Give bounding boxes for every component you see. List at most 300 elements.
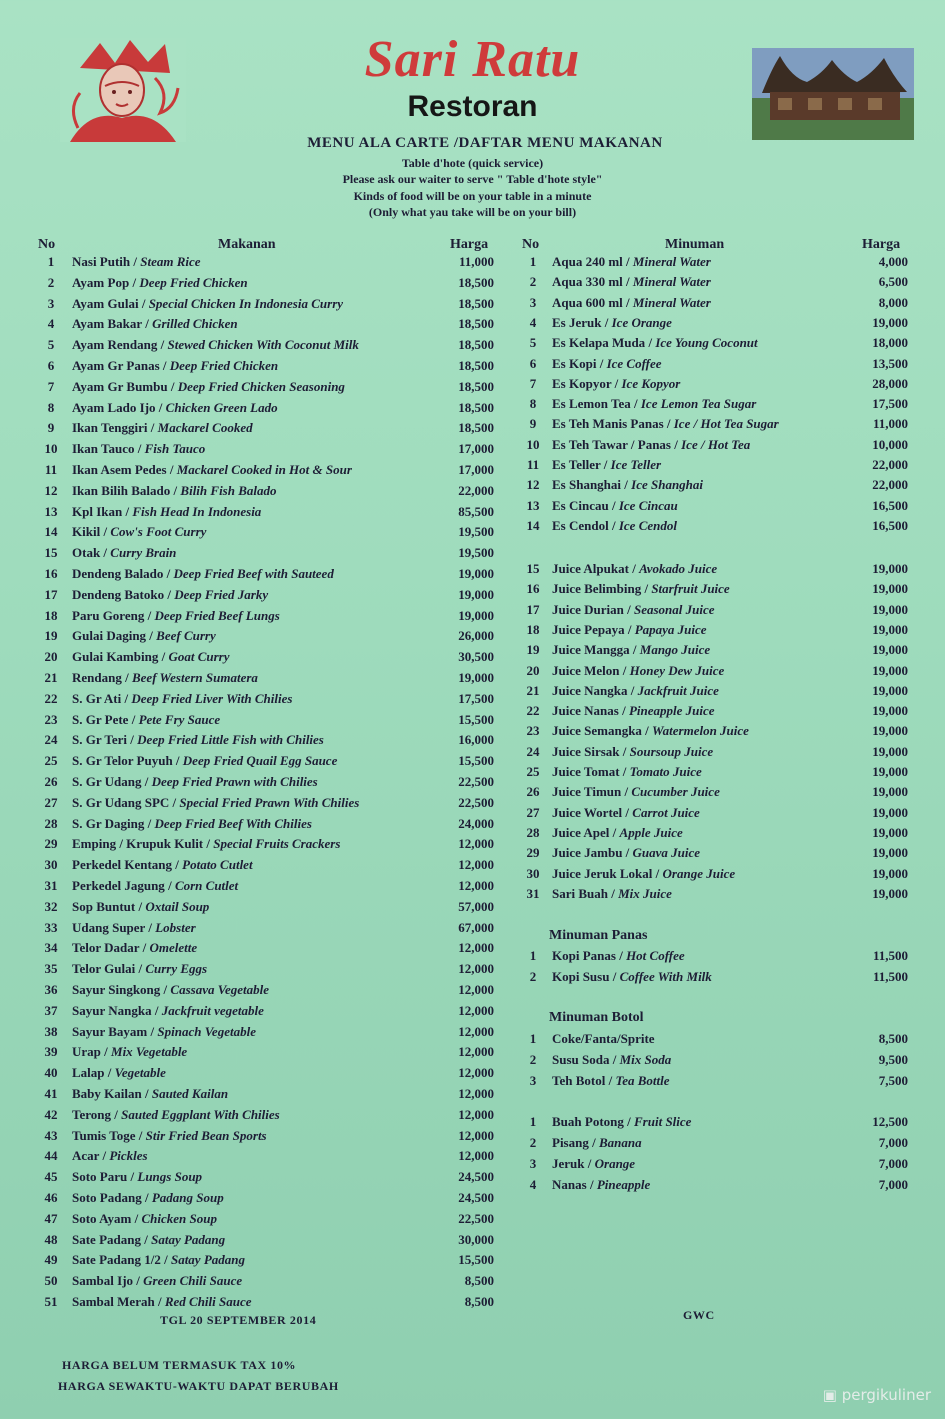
item-price: 19,000 [872, 314, 908, 330]
item-english-name: Goat Curry [168, 649, 230, 665]
item-local-name: Ayam Rendang [72, 337, 158, 353]
item-local-name: Ayam Pop [72, 274, 130, 290]
item-english-name: Fruit Slice [634, 1114, 692, 1129]
item-english-name: Honey Dew Juice [629, 662, 725, 678]
item-english-name: Pete Fry Sauce [138, 711, 221, 727]
item-local-name: Juice Semangka [552, 723, 642, 739]
item-price: 13,500 [872, 355, 908, 371]
item-local-name: Perkedel Kentang [72, 857, 173, 873]
drink-row [522, 396, 914, 416]
item-local-name: Es Kelapa Muda [552, 335, 646, 351]
item-number: 27 [44, 794, 58, 810]
item-price: 85,500 [458, 503, 494, 519]
item-local-name: Juice Nangka [552, 682, 628, 698]
item-number: 36 [44, 982, 58, 997]
item-price: 17,000 [458, 462, 494, 477]
item-number: 9 [47, 420, 55, 436]
item-local-name: Es Kopi [552, 355, 597, 371]
item-name: Es Shanghai / Ice Shanghai [552, 477, 704, 493]
item-english-name: Sauted Kailan [151, 1086, 229, 1101]
drink-row [522, 356, 914, 376]
item-number: 25 [44, 753, 58, 769]
intro-line-4: (Only what yau take will be on your bill) [368, 205, 577, 219]
item-english-name: Mineral Water [632, 274, 711, 290]
item-number: 8 [47, 399, 55, 415]
drink-row [522, 498, 914, 518]
item-english-name: Ice Cincau [618, 497, 678, 513]
item-number: 5 [529, 335, 537, 351]
item-price: 15,500 [458, 1252, 494, 1268]
item-price: 15,500 [458, 711, 494, 727]
drink-row [522, 886, 914, 906]
item-price: 19,000 [872, 723, 908, 739]
food-row [38, 878, 498, 898]
item-name: Tumis Toge / Stir Fried Bean Sports [72, 1127, 267, 1143]
item-number: 26 [44, 774, 58, 789]
item-price: 18,500 [458, 295, 494, 311]
item-local-name: Sambal Merah [72, 1294, 155, 1309]
item-local-name: Juice Melon [552, 662, 620, 678]
item-local-name: Es Shanghai [552, 477, 622, 493]
item-english-name: Padang Soup [151, 1190, 224, 1205]
item-name: Ayam Pop / Deep Fried Chicken [72, 274, 248, 290]
item-number: 2 [529, 1135, 537, 1150]
item-name: Sate Padang / Satay Padang [72, 1231, 226, 1247]
item-price: 22,000 [872, 477, 908, 493]
item-local-name: Juice Pepaya [552, 621, 625, 637]
item-number: 22 [44, 690, 58, 706]
item-number: 1 [529, 948, 537, 963]
item-local-name: S. Gr Udang [72, 774, 142, 789]
item-english-name: Deep Fried Jarky [174, 586, 269, 602]
item-number: 42 [44, 1106, 58, 1122]
item-price: 8,500 [878, 1031, 908, 1046]
item-english-name: Cucumber Juice [631, 784, 720, 800]
item-english-name: Cow's Foot Curry [110, 524, 207, 540]
item-price: 18,500 [458, 420, 494, 436]
item-local-name: Es Jeruk [552, 314, 602, 330]
tax-note: HARGA BELUM TERMASUK TAX 10% [62, 1358, 297, 1372]
item-price: 22,500 [458, 794, 494, 810]
item-number: 21 [526, 682, 540, 698]
item-name: Ikan Asem Pedes / Mackarel Cooked in Hot & Sour [72, 462, 352, 477]
item-price: 22,500 [458, 1210, 494, 1226]
item-price: 12,000 [458, 836, 494, 852]
price-change-note: HARGA SEWAKTU-WAKTU DAPAT BERUBAH [58, 1379, 339, 1393]
item-price: 11,000 [458, 254, 494, 269]
item-number: 4 [47, 316, 55, 332]
item-english-name: Deep Fried Beef With Chilies [154, 815, 312, 831]
item-local-name: S. Gr Telor Puyuh [72, 753, 173, 769]
drink-row [522, 825, 914, 845]
item-english-name: Pineapple Juice [628, 703, 715, 719]
item-local-name: Ayam Bakar [72, 316, 142, 332]
food-row [38, 1065, 498, 1085]
item-local-name: Teh Botol [552, 1073, 606, 1088]
item-name: S. Gr Pete / Pete Fry Sauce [72, 711, 221, 727]
item-price: 18,500 [458, 274, 494, 290]
item-local-name: Juice Sirsak [552, 743, 620, 759]
drink-row [522, 457, 914, 477]
food-row [38, 379, 498, 399]
item-local-name: Kikil [72, 524, 101, 540]
item-price: 8,500 [464, 1294, 494, 1309]
item-english-name: Chicken Green Lado [165, 399, 278, 415]
item-local-name: Ikan Tauco [72, 441, 135, 457]
item-local-name: Rendang [72, 670, 122, 685]
item-english-name: Deep Fried Chicken [139, 274, 248, 290]
item-name: S. Gr Teri / Deep Fried Little Fish with Chilies [72, 732, 324, 748]
drink-row [522, 274, 914, 294]
item-english-name: Banana [598, 1135, 642, 1150]
item-name: Emping / Krupuk Kulit / Special Fruits Crackers [72, 836, 341, 852]
item-price: 12,000 [458, 878, 494, 893]
item-number: 23 [44, 711, 58, 727]
item-price: 19,000 [872, 601, 908, 617]
item-english-name: Special Chicken In Indonesia Curry [148, 295, 344, 311]
item-name: S. Gr Telor Puyuh / Deep Fried Quail Egg Sauce [72, 753, 338, 769]
item-number: 2 [529, 274, 537, 290]
item-local-name: S. Gr Pete [72, 711, 129, 727]
item-price: 12,000 [458, 940, 494, 956]
item-price: 10,000 [872, 436, 908, 452]
item-name: Baby Kailan / Sauted Kailan [72, 1086, 229, 1101]
item-name: Ayam Lado Ijo / Chicken Green Lado [72, 399, 278, 415]
item-name: Rendang / Beef Western Sumatera [72, 670, 258, 685]
item-english-name: Omelette [149, 940, 198, 956]
drink-row [522, 602, 914, 622]
item-local-name: Kopi Panas [552, 948, 616, 963]
item-number: 24 [526, 743, 540, 759]
item-name: Kikil / Cow's Foot Curry [72, 524, 207, 540]
item-number: 46 [44, 1190, 58, 1205]
hot-drinks-title: Minuman Panas [549, 928, 648, 943]
item-local-name: Juice Alpukat [552, 561, 629, 576]
item-english-name: Mix Vegetable [111, 1044, 188, 1060]
item-local-name: Juice Jambu [552, 845, 623, 861]
item-number: 19 [526, 642, 540, 658]
item-name: Soto Paru / Lungs Soup [72, 1169, 203, 1185]
food-row [38, 1273, 498, 1293]
item-number: 45 [44, 1169, 58, 1185]
item-english-name: Guava Juice [632, 845, 701, 861]
item-number: 40 [44, 1065, 58, 1081]
item-local-name: Sate Padang 1/2 [72, 1252, 161, 1268]
food-row [38, 1232, 498, 1252]
item-name: Juice Belimbing / Starfruit Juice [552, 581, 730, 597]
restaurant-type: Restoran [407, 90, 538, 123]
drink-row [522, 295, 914, 315]
item-english-name: Red Chili Sauce [164, 1294, 252, 1309]
item-local-name: Ikan Tenggiri [72, 420, 148, 436]
drink-row [522, 315, 914, 335]
item-english-name: Deep Fried Chicken [169, 358, 279, 373]
item-name: Es Kopi / Ice Coffee [552, 355, 662, 371]
item-english-name: Tea Bottle [615, 1073, 670, 1088]
drink-row [522, 663, 914, 683]
drink-row [522, 784, 914, 804]
item-price: 12,000 [458, 1023, 494, 1039]
item-name: Juice Melon / Honey Dew Juice [552, 662, 725, 678]
menu-code: GWC [683, 1308, 715, 1322]
item-price: 19,000 [872, 662, 908, 678]
food-row [38, 628, 498, 648]
food-row [38, 1148, 498, 1168]
item-english-name: Hot Coffee [626, 948, 685, 963]
intro-line-3: Kinds of food will be on your table in a minute [353, 189, 592, 203]
item-number: 1 [529, 1114, 537, 1129]
item-local-name: Sari Buah [552, 885, 608, 901]
drink-row [522, 642, 914, 662]
item-number: 15 [44, 545, 58, 561]
item-name: Juice Wortel / Carrot Juice [552, 804, 700, 820]
item-price: 22,500 [458, 774, 494, 789]
item-english-name: Steam Rice [140, 254, 201, 269]
camera-icon: ▣ [822, 1386, 837, 1404]
item-name: Nasi Putih / Steam Rice [72, 254, 201, 269]
item-local-name: Pisang [552, 1135, 589, 1150]
item-number: 17 [526, 601, 540, 617]
item-local-name: Otak [72, 545, 101, 561]
food-row [38, 254, 498, 274]
item-local-name: Kpl Ikan [72, 503, 123, 519]
food-row [38, 753, 498, 773]
item-name: Sop Buntut / Oxtail Soup [72, 898, 210, 914]
food-row [38, 670, 498, 690]
item-name: Juice Jeruk Lokal / Orange Juice [552, 865, 736, 881]
item-name: Juice Tomat / Tomato Juice [552, 764, 702, 779]
item-english-name: Pineapple [596, 1177, 651, 1192]
food-col-no: No [38, 237, 56, 252]
food-row [38, 816, 498, 836]
item-english-name: Soursoup Juice [629, 743, 714, 759]
item-price: 12,500 [872, 1114, 908, 1129]
drink-row [522, 518, 914, 538]
item-number: 11 [526, 457, 540, 472]
food-row [38, 608, 498, 628]
item-local-name: Juice Timun [552, 784, 622, 800]
item-local-name: S. Gr Teri [72, 732, 128, 748]
item-english-name: Satay Padang [170, 1252, 246, 1268]
item-local-name: Juice Belimbing [552, 581, 642, 597]
item-english-name: Deep Fried Beef Lungs [154, 607, 280, 623]
item-price: 67,000 [458, 919, 494, 935]
item-english-name: Mix Soda [619, 1052, 672, 1067]
item-local-name: Gulai Kambing [72, 649, 159, 665]
item-english-name: Ice Lemon Tea Sugar [640, 396, 757, 412]
item-english-name: Corn Cutlet [174, 878, 239, 893]
item-english-name: Curry Eggs [145, 961, 208, 977]
item-local-name: Acar [72, 1148, 100, 1164]
item-english-name: Ice Teller [610, 457, 662, 472]
drink-row [522, 477, 914, 497]
item-price: 18,500 [458, 399, 494, 415]
item-price: 11,500 [872, 948, 908, 963]
item-english-name: Vegetable [114, 1065, 166, 1081]
item-english-name: Green Chili Sauce [143, 1273, 243, 1289]
item-local-name: Lalap [72, 1065, 105, 1081]
item-price: 30,000 [458, 1231, 494, 1247]
item-english-name: Beef Curry [156, 628, 216, 644]
item-number: 31 [44, 878, 58, 893]
item-price: 11,000 [872, 416, 908, 432]
item-number: 2 [529, 969, 537, 984]
item-name: Juice Timun / Cucumber Juice [552, 784, 720, 800]
item-name: Aqua 600 ml / Mineral Water [552, 294, 711, 310]
item-english-name: Stir Fried Bean Sports [145, 1127, 267, 1143]
item-number: 38 [44, 1023, 58, 1039]
item-price: 8,500 [464, 1273, 494, 1289]
food-col-price: Harga [450, 237, 489, 252]
item-name: Telor Gulai / Curry Eggs [72, 961, 208, 977]
food-row [38, 899, 498, 919]
item-english-name: Deep Fried Beef with Sauteed [173, 566, 334, 581]
item-english-name: Deep Fried Chicken Seasoning [177, 378, 345, 394]
bottle-drinks-title: Minuman Botol [549, 1010, 644, 1025]
item-price: 30,500 [458, 649, 494, 665]
item-name: Sayur Bayam / Spinach Vegetable [72, 1023, 256, 1039]
item-name: Juice Durian / Seasonal Juice [552, 601, 715, 617]
item-local-name: Sate Padang [72, 1231, 141, 1247]
item-name: Juice Mangga / Mango Juice [552, 642, 711, 658]
item-local-name: Telor Gulai [72, 961, 136, 977]
menu-date: TGL 20 SEPTEMBER 2014 [160, 1313, 317, 1327]
item-price: 24,000 [458, 815, 494, 831]
item-english-name: Mango Juice [639, 642, 711, 658]
item-name: Es Teh Manis Panas / Ice / Hot Tea Sugar [552, 416, 779, 432]
item-price: 19,000 [872, 621, 908, 637]
item-name: Lalap / Vegetable [72, 1065, 166, 1081]
item-number: 5 [47, 337, 55, 353]
item-price: 12,000 [458, 961, 494, 977]
item-english-name: Jackfruit vegetable [161, 1002, 264, 1018]
item-name: Gulai Daging / Beef Curry [72, 628, 216, 644]
bottle-drink-row [522, 1073, 914, 1093]
item-number: 33 [44, 919, 58, 935]
drink-row [522, 805, 914, 825]
item-price: 24,500 [458, 1190, 494, 1205]
item-price: 12,000 [458, 1148, 494, 1164]
food-row [38, 857, 498, 877]
item-price: 17,500 [872, 396, 908, 412]
item-number: 6 [47, 358, 55, 373]
item-number: 51 [44, 1294, 58, 1309]
item-name: Gulai Kambing / Goat Curry [72, 649, 230, 665]
food-row [38, 1169, 498, 1189]
menu-heading: MENU ALA CARTE /DAFTAR MENU MAKANAN [307, 135, 663, 151]
item-local-name: Juice Durian [552, 601, 624, 617]
item-number: 18 [44, 607, 58, 623]
food-row [38, 524, 498, 544]
item-price: 17,000 [458, 441, 494, 457]
item-english-name: Oxtail Soup [145, 898, 210, 914]
item-price: 19,000 [872, 581, 908, 597]
item-price: 18,500 [458, 316, 494, 332]
item-number: 20 [44, 649, 58, 665]
item-english-name: Ice Young Coconut [655, 335, 758, 351]
item-english-name: Seasonal Juice [634, 601, 715, 617]
item-number: 49 [44, 1252, 58, 1268]
item-name: S. Gr Daging / Deep Fried Beef With Chilies [72, 815, 312, 831]
item-local-name: Juice Apel [552, 824, 610, 840]
item-name: Juice Nangka / Jackfruit Juice [552, 682, 719, 698]
item-number: 2 [47, 274, 55, 290]
item-english-name: Satay Padang [151, 1231, 226, 1247]
item-price: 57,000 [458, 898, 494, 914]
item-number: 39 [44, 1044, 58, 1060]
item-number: 1 [529, 1031, 537, 1046]
item-local-name: Juice Tomat [552, 764, 620, 779]
item-name: Sate Padang 1/2 / Satay Padang [72, 1252, 246, 1268]
item-number: 3 [529, 1073, 537, 1088]
item-name: Perkedel Kentang / Potato Cutlet [72, 857, 253, 873]
item-name: Juice Apel / Apple Juice [552, 824, 683, 840]
item-local-name: Perkedel Jagung [72, 878, 165, 893]
item-local-name: Emping / Krupuk Kulit [72, 836, 204, 852]
item-number: 3 [529, 1156, 537, 1171]
item-price: 19,000 [872, 845, 908, 861]
item-price: 4,000 [878, 254, 908, 269]
item-english-name: Deep Fried Prawn with Chilies [151, 774, 318, 789]
item-local-name: Tumis Toge [72, 1127, 136, 1143]
item-name: Juice Semangka / Watermelon Juice [552, 723, 749, 739]
food-row [38, 1044, 498, 1064]
item-number: 24 [44, 732, 58, 748]
food-row [38, 483, 498, 503]
drink-row [522, 437, 914, 457]
item-price: 15,500 [458, 753, 494, 769]
item-number: 11 [44, 462, 58, 477]
item-number: 14 [526, 517, 540, 533]
watermark [823, 1386, 931, 1404]
item-number: 19 [44, 628, 58, 644]
item-price: 11,500 [872, 969, 908, 984]
item-price: 16,500 [872, 517, 908, 533]
food-row [38, 420, 498, 440]
item-number: 25 [526, 764, 540, 779]
item-name: S. Gr Ati / Deep Fried Liver With Chilies [72, 690, 293, 706]
item-name: Ikan Tauco / Fish Tauco [72, 441, 206, 457]
item-price: 19,000 [872, 561, 908, 576]
item-number: 3 [47, 295, 55, 311]
item-local-name: Sop Buntut [72, 898, 136, 914]
item-local-name: Kopi Susu [552, 969, 610, 984]
item-local-name: Juice Nanas [552, 703, 619, 719]
food-row [38, 275, 498, 295]
item-english-name: Papaya Juice [634, 621, 707, 637]
item-name: Ayam Gr Panas / Deep Fried Chicken [72, 358, 279, 373]
item-price: 18,500 [458, 337, 494, 353]
item-price: 22,000 [872, 457, 908, 472]
item-name: S. Gr Udang SPC / Special Fried Prawn With Chilies [72, 794, 360, 810]
item-english-name: Deep Fried Little Fish with Chilies [137, 732, 324, 748]
item-price: 19,000 [872, 865, 908, 881]
food-row [38, 400, 498, 420]
item-name: Sayur Nangka / Jackfruit vegetable [72, 1002, 264, 1018]
watermark-text: pergikuliner [841, 1386, 931, 1404]
food-col-name: Makanan [218, 237, 276, 252]
item-name: Jeruk / Orange [552, 1156, 636, 1171]
item-name: Terong / Sauted Eggplant With Chilies [72, 1106, 280, 1122]
item-local-name: Buah Potong [552, 1114, 624, 1129]
item-name: Es Kopyor / Ice Kopyor [552, 375, 681, 391]
item-price: 7,500 [878, 1073, 908, 1088]
item-name: Pisang / Banana [552, 1135, 642, 1150]
item-english-name: Ice Shanghai [631, 477, 704, 493]
item-local-name: Es Lemon Tea [552, 396, 631, 412]
item-local-name: Aqua 600 ml [552, 294, 623, 310]
food-row [38, 712, 498, 732]
